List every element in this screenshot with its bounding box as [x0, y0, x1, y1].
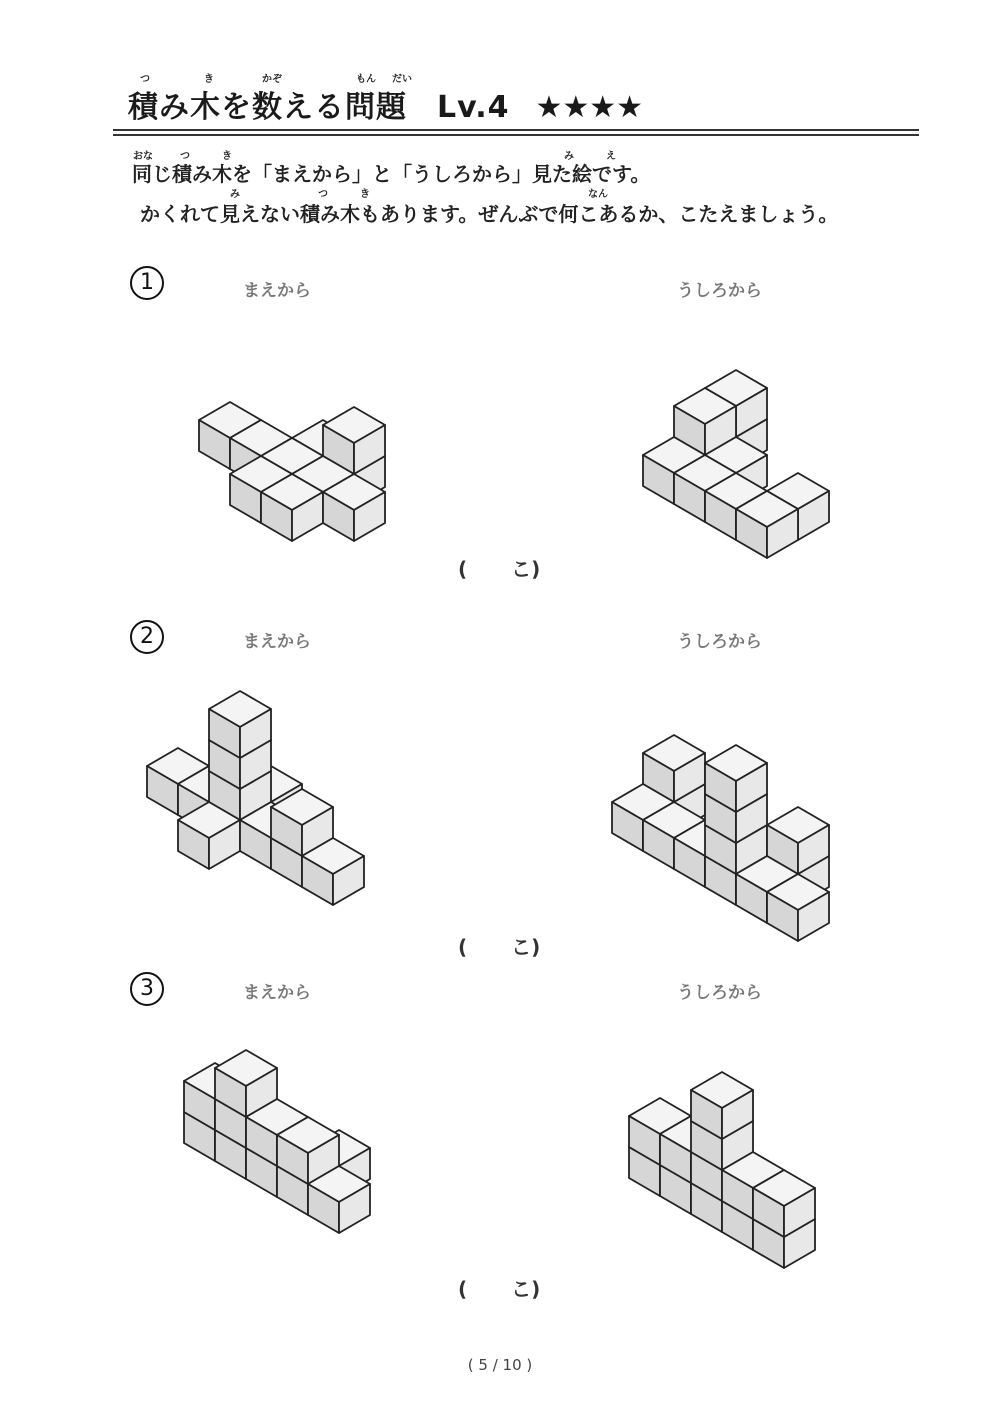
ruby-mi-2: み — [230, 189, 240, 200]
question-number-3: 3 — [130, 972, 164, 1006]
ruby-nan: なん — [588, 189, 608, 200]
answer-open-paren-2: ( — [458, 935, 468, 959]
difficulty-stars: ★★★★ — [535, 90, 644, 125]
back-view-label-2: うしろから — [677, 632, 762, 652]
answer-box-3 — [458, 1273, 540, 1302]
instruction-line-1: 同じ積み木を「まえから」と「うしろから」見た絵です。 — [132, 162, 651, 186]
answer-unit-1: こ) — [511, 557, 541, 581]
instruction-line-2: かくれて見えない積み木もあります。ぜんぶで何こあるか、こたえましょう。 — [140, 202, 839, 226]
ruby-tsu-3: つ — [318, 189, 328, 200]
ruby-ona: おな — [133, 151, 153, 162]
back-view-label-1: うしろから — [677, 281, 762, 301]
block-figure-1-front — [160, 360, 400, 540]
block-figure-2-front — [145, 672, 415, 922]
block-figure-3-back — [620, 1032, 830, 1257]
ruby-kazo: かぞ — [262, 74, 282, 85]
page-number: ( 5 / 10 ) — [467, 1356, 533, 1374]
title-text: 積み木を数える問題 — [128, 90, 407, 125]
answer-unit-2: こ) — [511, 935, 541, 959]
front-view-label-2: まえから — [243, 632, 311, 652]
ruby-ki-2: き — [222, 151, 232, 162]
title-rule-bottom — [113, 134, 919, 136]
ruby-ki: き — [204, 74, 214, 85]
answer-box-1 — [458, 553, 540, 582]
ruby-tsu-2: つ — [180, 151, 190, 162]
block-figure-2-back — [588, 707, 858, 922]
question-number-1: 1 — [130, 266, 164, 300]
answer-box-2 — [458, 931, 540, 960]
ruby-e: え — [606, 151, 616, 162]
block-figure-1-back — [604, 345, 844, 545]
back-view-label-3: うしろから — [677, 983, 762, 1003]
ruby-mi: み — [564, 151, 574, 162]
ruby-tsu: つ — [140, 74, 150, 85]
page-title — [128, 82, 643, 126]
level-label: Lv.4 — [437, 90, 510, 125]
answer-unit-3: こ) — [511, 1277, 541, 1301]
ruby-dai: だい — [392, 74, 412, 85]
front-view-label-1: まえから — [243, 281, 311, 301]
front-view-label-3: まえから — [243, 983, 311, 1003]
ruby-mon: もん — [356, 74, 376, 85]
block-figure-3-front — [176, 1050, 386, 1250]
ruby-ki-3: き — [360, 189, 370, 200]
answer-open-paren-1: ( — [458, 557, 468, 581]
title-rule-top — [113, 129, 919, 131]
question-number-2: 2 — [130, 620, 164, 654]
answer-open-paren-3: ( — [458, 1277, 468, 1301]
